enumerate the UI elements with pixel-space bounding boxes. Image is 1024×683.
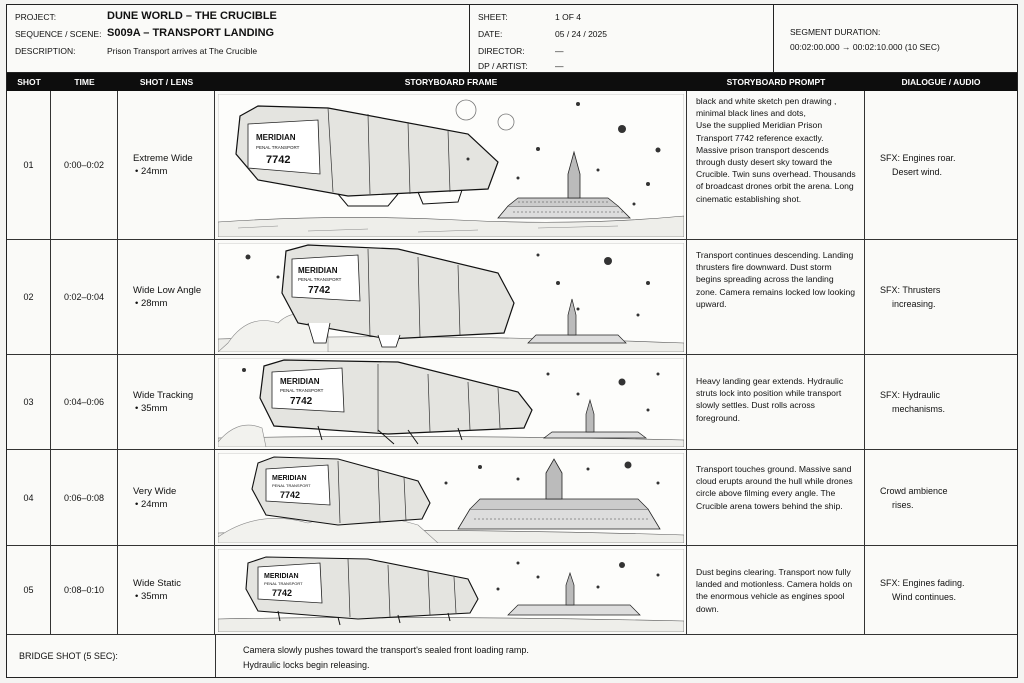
table-header	[7, 73, 1017, 91]
director-value: —	[555, 46, 564, 56]
table-row	[7, 240, 1017, 355]
audio-line-1: SFX: Hydraulic	[880, 390, 941, 400]
bridge-line-1: Camera slowly pushes toward the transport's sealed front loading ramp.	[243, 645, 529, 655]
audio-cell	[865, 91, 1017, 239]
audio-cell	[865, 450, 1017, 545]
sheet-value: 1 OF 4	[555, 12, 581, 22]
shot-number: 02	[7, 240, 51, 354]
ship-subtitle-text: PENAL TRANSPORT	[272, 483, 311, 488]
lens-value: • 24mm	[135, 166, 168, 177]
ship-number-text: 7742	[308, 285, 331, 296]
shot-number: 05	[7, 546, 51, 634]
description-value: Prison Transport arrives at The Crucible	[107, 46, 258, 56]
dp-value: —	[555, 61, 564, 71]
frame-sketch	[218, 549, 684, 632]
ship-name-text: MERIDIAN	[256, 133, 296, 142]
audio-cell	[865, 546, 1017, 634]
shot-type: Wide Low Angle	[133, 285, 202, 296]
bridge-shot-text	[243, 643, 529, 673]
col-header-lens: SHOT / LENS	[139, 77, 194, 87]
audio-line-1: SFX: Engines roar.	[880, 153, 956, 163]
sheet-header	[7, 5, 1017, 73]
col-header-audio: DIALOGUE / AUDIO	[901, 77, 981, 87]
bridge-shot-row	[7, 635, 1017, 677]
col-header-time: TIME	[74, 77, 95, 87]
scene-label: SEQUENCE / SCENE:	[15, 29, 102, 39]
lens-value: • 35mm	[135, 591, 168, 602]
bridge-shot-label: BRIDGE SHOT (5 SEC):	[19, 651, 118, 661]
bridge-divider	[215, 635, 216, 677]
ship-name-text: MERIDIAN	[264, 573, 299, 580]
prompt-text: black and white sketch pen drawing , minimal black lines and dots, Use the supplied Meridian Prison Transport 7742 reference exactly. Massive prison transport descends through dusty desert sky toward the Crucible. Twin suns overhead. Thousands of broadcast drones orbit the arena. Long cinematic establishing shot.	[696, 96, 856, 204]
shot-time: 0:04–0:06	[51, 355, 118, 449]
ship-number-text: 7742	[272, 588, 293, 598]
date-value: 05 / 24 / 2025	[555, 29, 607, 39]
duration-label: SEGMENT DURATION:	[790, 27, 881, 37]
audio-line-2: Desert wind.	[892, 167, 943, 177]
ship-number-text: 7742	[266, 154, 291, 166]
ship-name-text: MERIDIAN	[298, 266, 338, 275]
audio-cell	[865, 240, 1017, 354]
ship-number-text: 7742	[280, 490, 301, 500]
director-label: DIRECTOR:	[478, 46, 525, 56]
project-value: DUNE WORLD – THE CRUCIBLE	[107, 10, 277, 22]
table-row	[7, 546, 1017, 635]
shot-number: 01	[7, 91, 51, 239]
audio-line-2: increasing.	[892, 299, 936, 309]
table-row	[7, 91, 1017, 240]
ship-number-text: 7742	[290, 396, 313, 407]
shot-type: Very Wide	[133, 485, 177, 497]
frame-sketch	[218, 94, 684, 237]
audio-line-2: Wind continues.	[892, 592, 957, 602]
shot-lens-cell	[118, 91, 215, 239]
shot-number: 04	[7, 450, 51, 545]
prompt-text: Heavy landing gear extends. Hydraulic struts lock into position while transport slowly settles. Dust rolls across foreground.	[696, 376, 844, 423]
frame-sketch	[218, 358, 684, 447]
prompt-text: Dust begins clearing. Transport now fully landed and motionless. Camera holds on the enormous vehicle as engines spool down.	[696, 567, 853, 614]
storyboard-frame[interactable]	[215, 91, 687, 239]
storyboard-frame[interactable]	[215, 240, 687, 354]
prompt-text: Transport continues descending. Landing thrusters fire downward. Dust storm begins spreading across the landing zone. Camera remains locked low looking upward.	[696, 250, 856, 309]
header-duration-block	[774, 5, 1017, 73]
audio-line-2: rises.	[892, 499, 914, 510]
shot-time: 0:06–0:08	[51, 450, 118, 545]
storyboard-prompt	[687, 240, 865, 354]
shot-lens-cell	[118, 450, 215, 545]
col-header-frame: STORYBOARD FRAME	[404, 77, 498, 87]
storyboard-prompt	[687, 91, 865, 239]
audio-line-1: SFX: Thrusters	[880, 285, 941, 295]
date-label: DATE:	[478, 29, 503, 39]
prompt-text: Transport touches ground. Massive sand cloud erupts around the hull while drones circle above filming every angle. The Crucible arena towers behind the ship.	[696, 464, 853, 511]
audio-line-2: mechanisms.	[892, 404, 946, 414]
storyboard-prompt	[687, 355, 865, 449]
scene-value: S009A – TRANSPORT LANDING	[107, 27, 275, 39]
shot-time: 0:00–0:02	[51, 91, 118, 239]
ship-subtitle-text: PENAL TRANSPORT	[280, 388, 324, 393]
shot-time: 0:02–0:04	[51, 240, 118, 354]
storyboard-prompt	[687, 546, 865, 634]
frame-sketch	[218, 453, 684, 543]
storyboard-frame[interactable]	[215, 450, 687, 545]
ship-name-text: MERIDIAN	[272, 475, 307, 482]
shot-type: Extreme Wide	[133, 153, 193, 164]
header-project-block	[7, 5, 470, 73]
shot-type: Wide Static	[133, 578, 182, 589]
audio-cell	[865, 355, 1017, 449]
bridge-line-2: Hydraulic locks begin releasing.	[243, 660, 370, 670]
ship-subtitle-text: PENAL TRANSPORT	[264, 581, 303, 586]
audio-line-1: Crowd ambience	[880, 485, 948, 496]
table-row	[7, 450, 1017, 546]
ship-subtitle-text: PENAL TRANSPORT	[256, 145, 300, 150]
audio-line-1: SFX: Engines fading.	[880, 578, 965, 588]
dp-label: DP / ARTIST:	[478, 61, 528, 71]
project-label: PROJECT:	[15, 12, 57, 22]
shot-lens-cell	[118, 240, 215, 354]
table-row	[7, 355, 1017, 450]
lens-value: • 35mm	[135, 403, 168, 414]
storyboard-sheet	[6, 4, 1018, 678]
storyboard-frame[interactable]	[215, 355, 687, 449]
shot-type: Wide Tracking	[133, 390, 194, 401]
duration-value: 00:02:00.000 → 00:02:10.000 (10 SEC)	[790, 42, 940, 52]
storyboard-prompt	[687, 450, 865, 545]
shot-lens-cell	[118, 546, 215, 634]
shot-number: 03	[7, 355, 51, 449]
lens-value: • 28mm	[135, 298, 168, 309]
sheet-label: SHEET:	[478, 12, 508, 22]
header-sheet-block	[470, 5, 774, 73]
frame-sketch	[218, 243, 684, 352]
col-header-prompt: STORYBOARD PROMPT	[726, 77, 826, 87]
lens-value: • 24mm	[135, 498, 168, 510]
description-label: DESCRIPTION:	[15, 46, 76, 56]
storyboard-frame[interactable]	[215, 546, 687, 634]
shot-time: 0:08–0:10	[51, 546, 118, 634]
ship-name-text: MERIDIAN	[280, 377, 320, 386]
shot-lens-cell	[118, 355, 215, 449]
ship-subtitle-text: PENAL TRANSPORT	[298, 277, 342, 282]
col-header-shot: SHOT	[17, 77, 41, 87]
